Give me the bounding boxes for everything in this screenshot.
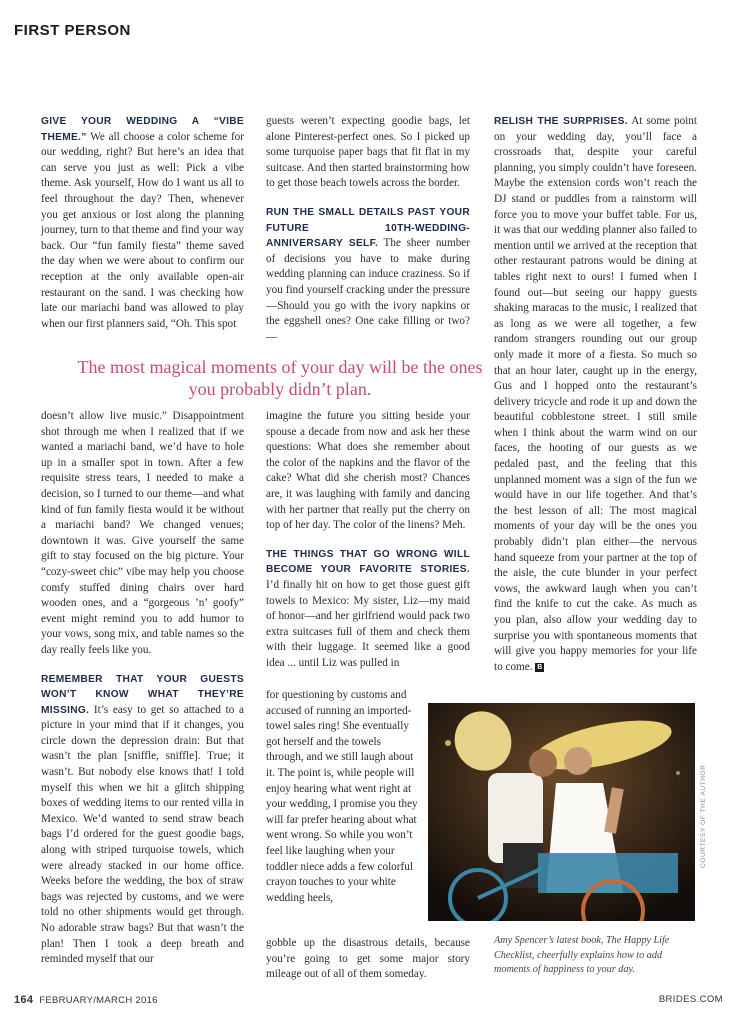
issue-date: FEBRUARY/MARCH 2016	[39, 995, 158, 1006]
subheading: RELISH THE SURPRISES.	[494, 116, 628, 127]
wedding-photo	[428, 703, 695, 921]
footer-left	[14, 994, 158, 1006]
column-1-top	[41, 114, 244, 332]
body-text: We all choose a color scheme for our wedding, right? But here’s an idea that can serve you just as well: Pick a vibe theme. Ask yourself, How do I want us all to feel throughout the day? Then, whenever you get anxious or lost along the planning journey, turn to that theme and find your way back. Our “fun family fiesta” theme saved the day when we were about to confirm our reception at the only available open-air restaurant on the sand. I was checking how late our mariachi band was allowed to play when our first planners said, “Oh. This spot	[41, 130, 244, 330]
body-text: I’d finally hit on how to get those guest gift towels to Mexico: My sister, Liz—my maid of honor—and her girlfriend would pack two extra suitcases full of them and check them with their luggage. It seemed like a good idea ... until Liz was pulled in	[266, 578, 470, 669]
column-1-bottom	[41, 409, 244, 968]
column-2-bottom	[266, 409, 470, 672]
body-text: At some point on your wedding day, you’ll face a crossroads that, despite your careful planning, you simply couldn’t have foreseen. Maybe the extension cords won’t reach the DJ stand or puddles from a rainstorm will force you to move your buffet table. For us, it was that our wedding planner also failed to mention until we arrived at the reception that other restaurant patrons would be dining at tables right next to ours! I fumed when I found out—but seeing our happy guests shaking maracas to the music, I realized that as long as we were all together, a few random strangers rounding out our group only made it more of a fiesta. So much so that an hour later, caught up in the energy, Gus and I hopped onto the restaurant’s delivery tricycle and rode it up and down the beautiful cobblestone street. I still smile when I think about the warm wind on our faces, the hooting of our guests as we pedaled past, and the feeling that this unplanned moment was a sign of the fun we would have in our life together. And that’s the best lesson of all: The most magical moments of your day will be the ones you probably didn’t plan either—the nervous hand squeeze from your partner at the top of the aisle, the cute blunder in your perfect vows, the awkward laugh when you can’t find the knife to cut the cake. As much as you plan, also allow your wedding day to surprise you with spontaneous moments that will give you happy memories for your life to come.	[494, 115, 697, 673]
photo-credit: COURTESY OF THE AUTHOR	[700, 764, 707, 868]
subheading: GIVE YOUR WEDDING A “VIBE THEME.”	[41, 116, 244, 143]
column-3	[494, 114, 697, 675]
column-2-end	[266, 936, 470, 983]
pull-quote: The most magical moments of your day will be the ones you probably didn’t plan.	[77, 357, 483, 399]
body-text: for questioning by customs and accused of running an imported-towel sales ring! She eventually got herself and the towels through, and we still laugh about it. The point is, while people will enjoy hearing what went right at your wedding, I promise you they will far prefer hearing about what went wrong. So while you won’t feel like laughing when your toddler niece adds a few colorful crayon touches to your white wedding heels,	[266, 689, 418, 904]
body-text: It’s easy to get so attached to a picture in your mind that if it changes, you circle down the depression drain: But that wasn’t the plan [sniffle, sniffle]. True; it wasn’t. But nobody else knows that! I told myself this when we hit a glitch shipping boxes of wedding items to our rented villa in Mexico. We’d wanted to send straw beach bags I’d ordered for the guest goodie bags, along with striped turquoise towels, which were already stacked in our home office. Weeks before the wedding, the box of straw bags was rejected by customs, and we were told no other shipments would get through. No adorable straw bags? But that wasn’t the plan! Then I took a deep breath and reminded myself that our	[41, 703, 244, 966]
end-mark-icon: B	[537, 663, 543, 671]
paragraph	[41, 672, 244, 968]
photo-illustration	[428, 703, 695, 921]
paragraph	[41, 114, 244, 332]
body-text: The sheer number of decisions you have to make during wedding planning can induce craziness. So if you find yourself cracking under the pressure—Should you go with the ivory napkins or the eggshell ones? One cake filling or two?—	[266, 237, 470, 343]
page-number: 164	[14, 994, 34, 1006]
subheading: THE THINGS THAT GO WRONG WILL BECOME YOUR FAVORITE STORIES.	[266, 548, 470, 576]
section-label: FIRST PERSON	[14, 22, 131, 39]
paragraph	[494, 114, 697, 675]
paragraph	[266, 547, 470, 672]
subheading: REMEMBER THAT YOUR GUESTS WON’T KNOW WHAT THEY’RE MISSING.	[41, 673, 244, 716]
body-text: imagine the future you sitting beside your spouse a decade from now and ask her these questions: What does she remember about the color of the napkins and the flavor of the cake? What did she cherish most? Chances are, it was laughing with family and dancing with her partner that really put the cherry on top of her day. The color of the linens? Meh.	[266, 410, 470, 532]
paragraph	[266, 205, 470, 345]
body-text: guests weren’t expecting goodie bags, let alone Pinterest-perfect ones. So I picked up some turquoise paper bags that fit flat in my suitcase. And then started brainstorming how to get those beach towels across the border.	[266, 115, 470, 190]
footer-site: BRIDES.COM	[658, 994, 723, 1005]
body-text: gobble up the disastrous details, because you’re going to get some major story mileage out of all of them someday.	[266, 937, 470, 981]
column-2-wrap	[266, 688, 418, 906]
column-2-top	[266, 114, 470, 345]
subheading: RUN THE SMALL DETAILS PAST YOUR FUTURE 10TH-WEDDING-ANNIVERSARY SELF.	[266, 206, 470, 250]
photo-caption: Amy Spencer’s latest book, The Happy Life Checklist, cheerfully explains how to add moments of happiness to your day.	[494, 935, 670, 975]
body-text: doesn’t allow live music.” Disappointment shot through me when I realized that if we wanted a mariachi band, we’d have to hole up in a smaller spot in town. After a few requisite stress tears, I needed to make a decision, so I turned to our theme—and what kind of fun family fiesta would it be without a mariachi band? We changed venues; downtown it was. Give yourself the same gift to stay focused on the big picture. Your “cozy-sweet chic” vibe may help you choose comfy stuffed dining chairs over hard wooden ones, and a “gorgeous ’n’ goofy” event might remind you to add humor to your vows, song mix, and table names so the day really feels like you.	[41, 410, 244, 656]
